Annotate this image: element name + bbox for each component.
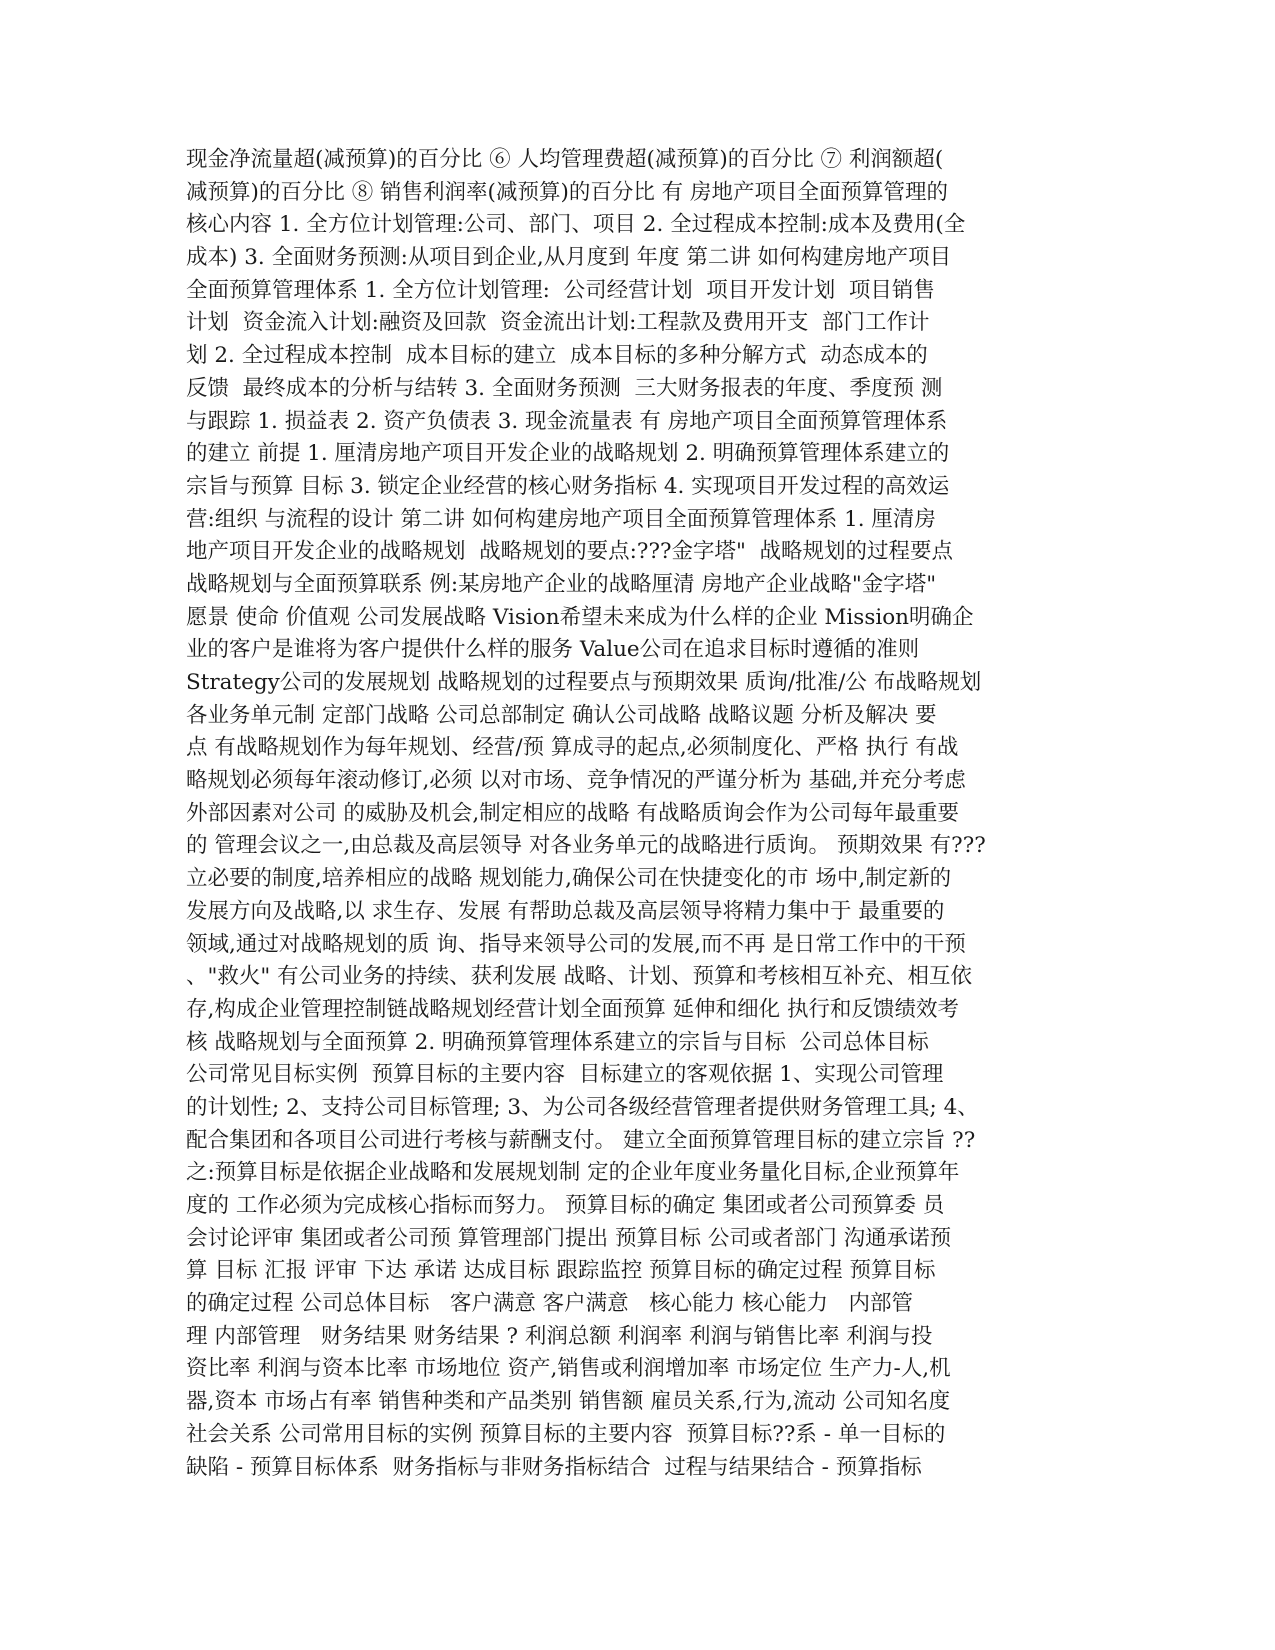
text-line: 宗旨与预算 目标 3. 锁定企业经营的核心财务指标 4. 实现项目开发过程的高效运: [186, 473, 950, 499]
text-line: 公司常见目标实例 预算目标的主要内容 目标建立的客观依据 1、实现公司管理: [186, 1062, 944, 1088]
text-line: 成本) 3. 全面财务预测:从项目到企业,从月度到 年度 第二讲 如何构建房地产项目: [186, 245, 952, 271]
text-line: 立必要的制度,培养相应的战略 规划能力,确保公司在快捷变化的市 场中,制定新的: [186, 866, 952, 892]
text-line: 的计划性; 2、支持公司目标管理; 3、为公司各级经营管理者提供财务管理工具; 4、: [186, 1094, 979, 1120]
text-line: 略规划必须每年滚动修订,必须 以对市场、竞争情况的严谨分析为 基础,并充分考虑: [186, 768, 966, 794]
text-line: 社会关系 公司常用目标的实例 预算目标的主要内容 预算目标??系 - 单一目标的: [186, 1421, 946, 1447]
text-line: 核 战略规划与全面预算 2. 明确预算管理体系建立的宗旨与目标 公司总体目标: [186, 1029, 929, 1055]
text-line: 愿景 使命 价值观 公司发展战略 Vision希望未来成为什么样的企业 Mission明确企: [186, 604, 974, 630]
text-line: 地产项目开发企业的战略规划 战略规划的要点:???金字塔" 战略规划的过程要点: [186, 539, 954, 565]
text-line: 战略规划与全面预算联系 例:某房地产企业的战略厘清 房地产企业战略"金字塔": [186, 571, 937, 597]
text-line: 划 2. 全过程成本控制 成本目标的建立 成本目标的多种分解方式 动态成本的: [186, 343, 928, 369]
text-line: 资比率 利润与资本比率 市场地位 资产,销售或利润增加率 市场定位 生产力-人,机: [186, 1356, 951, 1382]
text-line: 之:预算目标是依据企业战略和发展规划制 定的企业年度业务量化目标,企业预算年: [186, 1160, 960, 1186]
text-line: 的建立 前提 1. 厘清房地产项目开发企业的战略规划 2. 明确预算管理体系建立的: [186, 441, 950, 467]
text-line: 、"救火" 有公司业务的持续、获利发展 战略、计划、预算和考核相互补充、相互依: [186, 964, 972, 990]
text-line: 减预算)的百分比 ⑧ 销售利润率(减预算)的百分比 有 房地产项目全面预算管理的: [186, 179, 949, 205]
text-line: 现金净流量超(减预算)的百分比 ⑥ 人均管理费超(减预算)的百分比 ⑦ 利润额超(: [186, 147, 944, 172]
text-line: 反馈 最终成本的分析与结转 3. 全面财务预测 三大财务报表的年度、季度预 测: [186, 375, 943, 401]
text-line: 计划 资金流入计划:融资及回款 资金流出计划:工程款及费用开支 部门工作计: [186, 310, 930, 336]
text-line: 业的客户是谁将为客户提供什么样的服务 Value公司在追求目标时遵循的准则: [186, 637, 920, 663]
text-line: 发展方向及战略,以 求生存、发展 有帮助总裁及高层领导将精力集中于 最重要的: [186, 898, 945, 924]
text-line: 核心内容 1. 全方位计划管理:公司、部门、项目 2. 全过程成本控制:成本及费用(全: [186, 212, 966, 238]
text-line: 理 内部管理 财务结果 财务结果 ? 利润总额 利润率 利润与销售比率 利润与投: [186, 1323, 933, 1349]
text-line: 器,资本 市场占有率 销售种类和产品类别 销售额 雇员关系,行为,流动 公司知名度: [186, 1389, 951, 1415]
text-line: 存,构成企业管理控制链战略规划经营计划全面预算 延伸和细化 执行和反馈绩效考: [186, 996, 960, 1022]
body-text: [186, 144, 1086, 1484]
text-line: Strategy公司的发展规划 战略规划的过程要点与预期效果 质询/批准/公 布战略规划: [186, 670, 982, 695]
text-line: 与跟踪 1. 损益表 2. 资产负债表 3. 现金流量表 有 房地产项目全面预算管理体系: [186, 408, 948, 434]
text-line: 点 有战略规划作为每年规划、经营/预 算成寻的起点,必须制度化、严格 执行 有战: [186, 735, 959, 761]
text-line: 度的 工作必须为完成核心指标而努力。 预算目标的确定 集团或者公司预算委 员: [186, 1193, 945, 1218]
text-line: 会讨论评审 集团或者公司预 算管理部门提出 预算目标 公司或者部门 沟通承诺预: [186, 1225, 952, 1251]
text-line: 配合集团和各项目公司进行考核与薪酬支付。 建立全面预算管理目标的建立宗旨 ??: [186, 1127, 976, 1153]
text-line: 外部因素对公司 的威胁及机会,制定相应的战略 有战略质询会作为公司每年最重要: [186, 800, 960, 826]
text-line: 营:组织 与流程的设计 第二讲 如何构建房地产项目全面预算管理体系 1. 厘清房: [186, 506, 936, 532]
text-line: 算 目标 汇报 评审 下达 承诺 达成目标 跟踪监控 预算目标的确定过程 预算目标: [186, 1258, 936, 1284]
text-line: 全面预算管理体系 1. 全方位计划管理: 公司经营计划 项目开发计划 项目销售: [186, 277, 935, 303]
text-line: 领域,通过对战略规划的质 询、指导来领导公司的发展,而不再 是日常工作中的干预: [186, 931, 966, 957]
text-line: 的 管理会议之一,由总裁及高层领导 对各业务单元的战略进行质询。 预期效果 有???: [186, 833, 986, 859]
text-line: 各业务单元制 定部门战略 公司总部制定 确认公司战略 战略议题 分析及解决 要: [186, 702, 937, 728]
text-line: 的确定过程 公司总体目标 客户满意 客户满意 核心能力 核心能力 内部管: [186, 1291, 914, 1317]
text-line: 缺陷 - 预算目标体系 财务指标与非财务指标结合 过程与结果结合 - 预算指标: [186, 1454, 922, 1480]
